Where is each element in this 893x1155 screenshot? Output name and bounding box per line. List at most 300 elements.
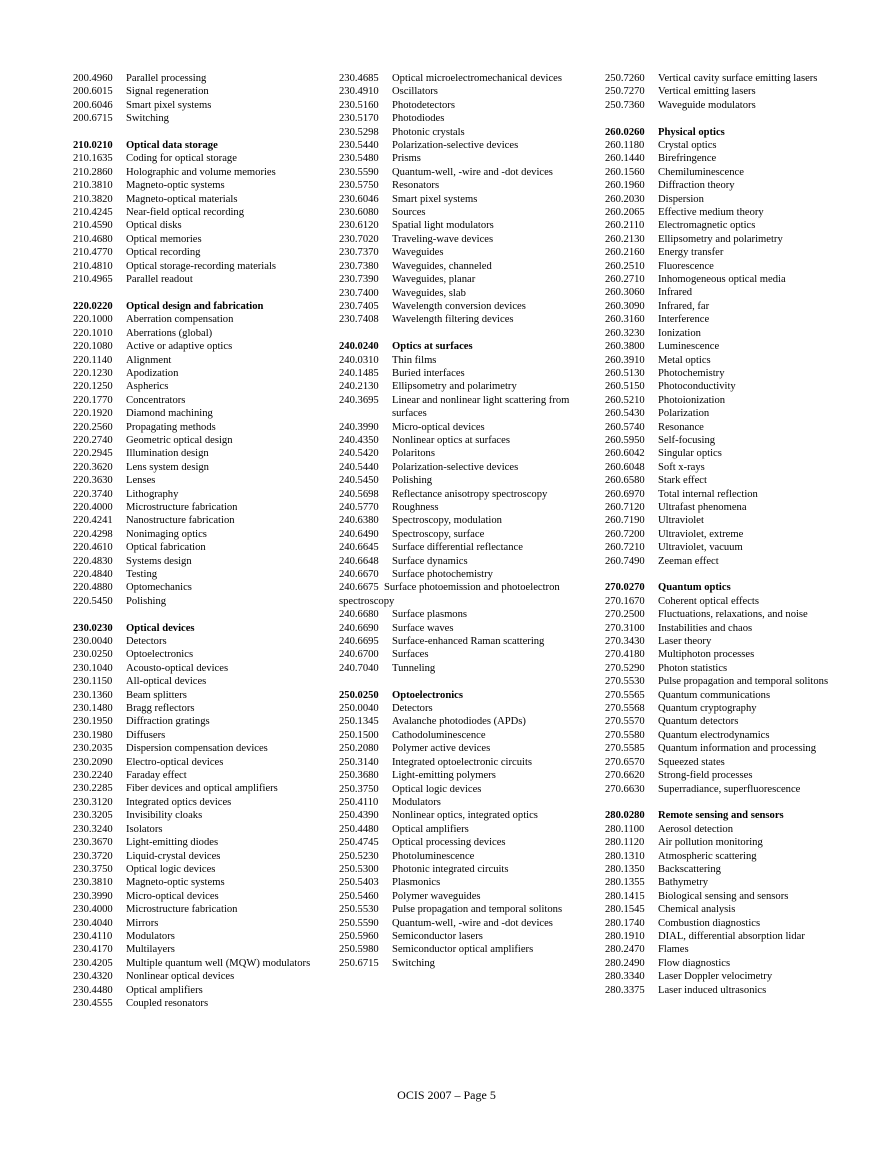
index-entry — [605, 380, 860, 393]
entry-label: Optical logic devices — [126, 863, 216, 875]
entry-label: Spectroscopy, surface — [392, 528, 485, 540]
entry-label: Cathodoluminescence — [392, 729, 486, 741]
index-entry — [73, 769, 328, 782]
entry-label: Alignment — [126, 354, 172, 366]
entry-code: 220.4000 — [73, 501, 113, 513]
index-entry — [339, 581, 594, 608]
index-entry — [73, 903, 328, 916]
entry-code: 260.2110 — [605, 220, 645, 232]
entry-label: Crystal optics — [658, 140, 717, 152]
entry-label: Nonlinear optics, integrated optics — [392, 810, 538, 822]
entry-code: 240.5770 — [339, 501, 379, 513]
section-heading — [339, 689, 594, 702]
entry-label: Photon statistics — [658, 662, 728, 674]
entry-label: Beam splitters — [126, 689, 187, 701]
entry-label: Roughness — [392, 501, 439, 513]
index-entry — [73, 970, 328, 983]
index-entry — [73, 488, 328, 501]
entry-code: 270.6630 — [605, 783, 645, 795]
entry-label: Surface differential reflectance — [392, 542, 523, 554]
entry-label: Nonlinear optics at surfaces — [392, 434, 510, 446]
entry-code: 230.2240 — [73, 770, 113, 782]
entry-label: Detectors — [126, 636, 167, 648]
index-entry — [73, 327, 328, 340]
index-entry — [605, 260, 860, 273]
entry-code: 280.1415 — [605, 890, 645, 902]
index-entry — [605, 99, 860, 112]
entry-code: 230.5480 — [339, 153, 379, 165]
index-entry — [339, 930, 594, 943]
entry-code: 260.2510 — [605, 260, 645, 272]
entry-code: 230.1360 — [73, 689, 113, 701]
entry-code: 260.7120 — [605, 501, 645, 513]
entry-label: Surface plasmons — [392, 609, 468, 621]
section-heading — [605, 126, 860, 139]
index-entry — [605, 783, 860, 796]
entry-label: Light-emitting diodes — [126, 837, 219, 849]
entry-code: 220.3620 — [73, 461, 113, 473]
entry-label: Quantum detectors — [658, 716, 739, 728]
index-entry — [605, 836, 860, 849]
index-entry — [605, 421, 860, 434]
index-column-1 — [73, 72, 328, 1010]
entry-code: 230.3990 — [73, 890, 113, 902]
entry-label: Aberration compensation — [126, 314, 234, 326]
index-entry — [73, 662, 328, 675]
entry-code: 230.7380 — [339, 260, 379, 272]
index-entry — [339, 555, 594, 568]
entry-code: 230.3120 — [73, 796, 113, 808]
index-entry — [73, 166, 328, 179]
entry-code: 280.1100 — [605, 823, 645, 835]
index-entry — [73, 206, 328, 219]
index-entry — [605, 85, 860, 98]
entry-code: 250.3750 — [339, 783, 379, 795]
entry-code: 250.7360 — [605, 99, 645, 111]
entry-label: Concentrators — [126, 394, 186, 406]
entry-code: 270.3100 — [605, 622, 645, 634]
entry-label: Acousto-optical devices — [126, 662, 229, 674]
index-entry — [339, 568, 594, 581]
index-entry — [605, 715, 860, 728]
entry-label: Bathymetry — [658, 877, 709, 889]
index-entry — [339, 421, 594, 434]
entry-code: 230.5160 — [339, 99, 379, 111]
entry-code: 230.2090 — [73, 756, 113, 768]
entry-label: Diffraction gratings — [126, 716, 210, 728]
index-entry — [605, 729, 860, 742]
entry-code: 240.6700 — [339, 649, 379, 661]
index-entry — [73, 997, 328, 1010]
entry-code: 270.5568 — [605, 703, 645, 715]
entry-code: 260.3910 — [605, 354, 645, 366]
index-entry — [339, 890, 594, 903]
entry-label: Optoelectronics — [392, 689, 464, 701]
index-entry — [73, 648, 328, 661]
entry-label: Laser theory — [658, 636, 712, 648]
index-entry — [73, 957, 328, 970]
entry-label: Flames — [658, 944, 689, 956]
index-entry — [73, 152, 328, 165]
entry-code: 250.1345 — [339, 716, 379, 728]
index-entry — [339, 354, 594, 367]
index-entry — [605, 742, 860, 755]
entry-label: Surface dynamics — [392, 555, 468, 567]
index-entry — [339, 461, 594, 474]
entry-code: 240.6680 — [339, 609, 379, 621]
entry-code: 220.2560 — [73, 421, 113, 433]
entry-label: Photoconductivity — [658, 381, 736, 393]
entry-code: 240.5450 — [339, 475, 379, 487]
entry-label: Diamond machining — [126, 408, 213, 420]
entry-label: Metal optics — [658, 354, 711, 366]
section-heading — [339, 340, 594, 353]
index-entry — [73, 702, 328, 715]
entry-label: Physical optics — [658, 126, 725, 138]
entry-code: 260.6042 — [605, 448, 645, 460]
entry-label: Optical design and fabrication — [126, 300, 264, 312]
index-entry — [605, 528, 860, 541]
index-entry — [73, 796, 328, 809]
entry-code: 240.6490 — [339, 528, 379, 540]
entry-label: Fluorescence — [658, 260, 714, 272]
entry-code: 250.5590 — [339, 917, 379, 929]
entry-code: 260.2065 — [605, 207, 645, 219]
entry-label: Semiconductor optical amplifiers — [392, 944, 534, 956]
entry-code: 200.4960 — [73, 73, 113, 84]
entry-label: Surface photochemistry — [392, 569, 493, 581]
entry-label: Smart pixel systems — [392, 193, 478, 205]
index-entry — [73, 233, 328, 246]
index-entry — [73, 541, 328, 554]
index-entry — [605, 488, 860, 501]
entry-label: Ultrafast phenomena — [658, 501, 747, 513]
index-entry — [339, 474, 594, 487]
entry-label: Infrared — [658, 287, 693, 299]
entry-code: 200.6715 — [73, 113, 113, 125]
entry-code: 230.4110 — [73, 930, 113, 942]
entry-code: 230.4480 — [73, 984, 113, 996]
entry-label: Wavelength conversion devices — [392, 300, 526, 312]
entry-label: Photochemistry — [658, 367, 725, 379]
index-entry — [605, 179, 860, 192]
entry-label: Optical microelectromechanical devices — [392, 73, 563, 84]
entry-code: 280.1355 — [605, 877, 645, 889]
page-footer: OCIS 2007 – Page 5 — [397, 1088, 496, 1102]
index-entry — [605, 354, 860, 367]
entry-code: 270.5565 — [605, 689, 645, 701]
index-entry — [73, 876, 328, 889]
entry-label: Laser Doppler velocimetry — [658, 971, 773, 983]
index-entry — [339, 179, 594, 192]
index-entry — [73, 367, 328, 380]
entry-label: Aspherics — [126, 381, 169, 393]
entry-code: 270.3430 — [605, 636, 645, 648]
index-entry — [339, 608, 594, 621]
entry-code: 230.7405 — [339, 300, 379, 312]
entry-code: 270.5585 — [605, 743, 645, 755]
entry-label: Signal regeneration — [126, 86, 209, 98]
entry-code: 240.6690 — [339, 622, 379, 634]
entry-code: 230.1040 — [73, 662, 113, 674]
entry-code: 200.6046 — [73, 99, 113, 111]
entry-label: Ultraviolet — [658, 515, 704, 527]
entry-label: Polishing — [126, 595, 167, 607]
entry-label: Reflectance anisotropy spectroscopy — [392, 488, 548, 500]
index-entry — [73, 823, 328, 836]
entry-label: Self-focusing — [658, 434, 716, 446]
entry-code: 210.4810 — [73, 260, 113, 272]
entry-label: Surfaces — [392, 649, 429, 661]
entry-code: 220.4880 — [73, 582, 113, 594]
entry-label: Polymer active devices — [392, 743, 491, 755]
entry-code: 270.5580 — [605, 729, 645, 741]
index-entry — [339, 260, 594, 273]
entry-code: 280.1910 — [605, 930, 645, 942]
index-entry — [339, 528, 594, 541]
entry-code: 250.5530 — [339, 904, 379, 916]
index-entry — [339, 836, 594, 849]
entry-label: Resonators — [392, 180, 440, 192]
index-entry — [339, 622, 594, 635]
index-entry — [339, 166, 594, 179]
index-column-2 — [339, 72, 594, 970]
entry-label: Optical memories — [126, 233, 202, 245]
index-entry — [605, 662, 860, 675]
index-entry — [339, 152, 594, 165]
index-entry — [605, 876, 860, 889]
index-entry — [339, 233, 594, 246]
index-entry — [73, 421, 328, 434]
entry-code: 220.3740 — [73, 488, 113, 500]
index-entry — [605, 72, 860, 85]
index-entry — [339, 648, 594, 661]
index-entry — [73, 984, 328, 997]
entry-code: 260.3800 — [605, 341, 645, 353]
entry-label: Biological sensing and sensors — [658, 890, 789, 902]
index-entry — [73, 890, 328, 903]
entry-label: Electromagnetic optics — [658, 220, 756, 232]
index-entry — [73, 555, 328, 568]
entry-code: 220.4830 — [73, 555, 113, 567]
section-heading — [605, 581, 860, 594]
entry-label: Linear and nonlinear light scattering from surfaces — [392, 394, 570, 420]
index-entry — [605, 595, 860, 608]
entry-label: Tunneling — [392, 662, 436, 674]
entry-code: 240.5440 — [339, 461, 379, 473]
entry-code: 250.0250 — [339, 689, 379, 701]
entry-label: Inhomogeneous optical media — [658, 274, 786, 286]
entry-code: 250.3680 — [339, 770, 379, 782]
entry-code: 260.5210 — [605, 394, 645, 406]
index-entry — [339, 850, 594, 863]
entry-label: Photonic crystals — [392, 126, 465, 138]
index-entry — [339, 702, 594, 715]
entry-code: 240.6648 — [339, 555, 379, 567]
index-entry — [73, 930, 328, 943]
index-entry — [339, 756, 594, 769]
entry-label: Singular optics — [658, 448, 722, 460]
index-entry — [605, 675, 860, 688]
index-entry — [73, 729, 328, 742]
entry-label: Quantum communications — [658, 689, 771, 701]
index-entry — [605, 461, 860, 474]
entry-code: 220.4241 — [73, 515, 113, 527]
entry-label: Parallel processing — [126, 73, 207, 84]
entry-code: 250.5300 — [339, 863, 379, 875]
section-heading — [73, 139, 328, 152]
entry-label: Polarization — [658, 408, 710, 420]
entry-code: 270.6620 — [605, 770, 645, 782]
entry-code: 230.3240 — [73, 823, 113, 835]
entry-code: 230.2285 — [73, 783, 113, 795]
entry-code: 260.5150 — [605, 381, 645, 393]
entry-code: 220.2945 — [73, 448, 113, 460]
entry-code: 230.5298 — [339, 126, 379, 138]
index-entry — [605, 300, 860, 313]
index-entry — [605, 514, 860, 527]
index-entry — [73, 850, 328, 863]
entry-label: Light-emitting polymers — [392, 770, 496, 782]
section-heading — [73, 622, 328, 635]
entry-code: 250.4110 — [339, 796, 379, 808]
entry-label: Parallel readout — [126, 274, 193, 286]
index-column-3 — [605, 72, 860, 997]
index-entry — [339, 903, 594, 916]
entry-code: 280.1350 — [605, 863, 645, 875]
index-entry — [73, 179, 328, 192]
index-entry — [73, 72, 328, 85]
entry-label: Remote sensing and sensors — [658, 810, 784, 822]
entry-code: 240.6695 — [339, 636, 379, 648]
entry-label: Strong-field processes — [658, 770, 753, 782]
entry-label: Micro-optical devices — [392, 421, 485, 433]
entry-code: 280.0280 — [605, 810, 645, 822]
entry-label: Integrated optoelectronic circuits — [392, 756, 533, 768]
index-entry — [73, 528, 328, 541]
entry-code: 260.6970 — [605, 488, 645, 500]
entry-label: Spatial light modulators — [392, 220, 494, 232]
entry-label: Optomechanics — [126, 582, 192, 594]
entry-code: 270.5530 — [605, 676, 645, 688]
entry-label: Optoelectronics — [126, 649, 194, 661]
index-entry — [605, 702, 860, 715]
index-entry — [605, 246, 860, 259]
entry-code: 220.1010 — [73, 327, 113, 339]
entry-label: Lithography — [126, 488, 179, 500]
entry-label: Quantum electrodynamics — [658, 729, 770, 741]
index-entry — [339, 715, 594, 728]
entry-label: Diffusers — [126, 729, 166, 741]
index-entry — [339, 957, 594, 970]
index-entry — [605, 166, 860, 179]
entry-code: 210.0210 — [73, 140, 113, 152]
entry-code: 220.1080 — [73, 341, 113, 353]
index-entry — [605, 917, 860, 930]
entry-label: Detectors — [392, 703, 433, 715]
index-entry — [339, 246, 594, 259]
entry-label: Pulse propagation and temporal solitons — [392, 904, 563, 916]
entry-code: 220.4298 — [73, 528, 113, 540]
entry-label: Surface waves — [392, 622, 454, 634]
entry-code: 230.4170 — [73, 944, 113, 956]
index-entry — [73, 407, 328, 420]
index-entry — [339, 287, 594, 300]
entry-label: Liquid-crystal devices — [126, 850, 221, 862]
entry-label: Dispersion compensation devices — [126, 743, 268, 755]
entry-code: 260.2160 — [605, 247, 645, 259]
entry-label: Optical recording — [126, 247, 201, 259]
entry-label: Quantum-well, -wire and -dot devices — [392, 917, 553, 929]
entry-code: 230.2035 — [73, 743, 113, 755]
entry-label: Sources — [392, 207, 426, 219]
entry-code: 260.1560 — [605, 166, 645, 178]
entry-code: 260.1960 — [605, 180, 645, 192]
entry-label: Polarization-selective devices — [392, 140, 519, 152]
entry-label: Superradiance, superfluorescence — [658, 783, 801, 795]
index-entry — [73, 85, 328, 98]
section-heading — [73, 300, 328, 313]
entry-code: 260.1180 — [605, 140, 645, 152]
entry-code: 230.3750 — [73, 863, 113, 875]
index-entry — [339, 273, 594, 286]
index-entry — [339, 876, 594, 889]
index-entry — [339, 313, 594, 326]
entry-code: 210.4770 — [73, 247, 113, 259]
entry-code: 240.5698 — [339, 488, 379, 500]
index-entry — [605, 890, 860, 903]
entry-label: Laser induced ultrasonics — [658, 984, 767, 996]
entry-code: 230.3670 — [73, 837, 113, 849]
entry-label: Pulse propagation and temporal solitons — [658, 676, 829, 688]
index-entry — [605, 367, 860, 380]
entry-code: 250.0040 — [339, 703, 379, 715]
entry-code: 240.2130 — [339, 381, 379, 393]
entry-code: 260.5950 — [605, 434, 645, 446]
entry-label: Testing — [126, 569, 158, 580]
entry-label: Optical disks — [126, 220, 182, 232]
index-entry — [339, 85, 594, 98]
entry-code: 260.5430 — [605, 408, 645, 420]
entry-code: 260.5740 — [605, 421, 645, 433]
entry-label: Traveling-wave devices — [392, 233, 494, 245]
index-entry — [73, 809, 328, 822]
index-entry — [339, 662, 594, 675]
entry-code: 260.3060 — [605, 287, 645, 299]
entry-code: 260.7200 — [605, 528, 645, 540]
index-entry — [339, 514, 594, 527]
entry-label: Optical devices — [126, 622, 195, 634]
index-entry — [339, 943, 594, 956]
entry-code: 230.5440 — [339, 140, 379, 152]
index-entry — [73, 99, 328, 112]
index-entry — [605, 903, 860, 916]
entry-code: 280.1740 — [605, 917, 645, 929]
section-heading — [605, 809, 860, 822]
entry-code: 260.2130 — [605, 233, 645, 245]
entry-label: Multiphoton processes — [658, 649, 755, 661]
entry-code: 210.3810 — [73, 180, 113, 192]
index-entry — [73, 782, 328, 795]
entry-code: 230.7370 — [339, 247, 379, 259]
entry-label: Soft x-rays — [658, 461, 705, 473]
entry-code: 240.0240 — [339, 341, 379, 353]
index-entry — [73, 581, 328, 594]
entry-code: 240.0310 — [339, 354, 379, 366]
entry-code: 220.0220 — [73, 300, 113, 312]
entry-code: 240.4350 — [339, 434, 379, 446]
entry-label: Birefringence — [658, 153, 717, 165]
